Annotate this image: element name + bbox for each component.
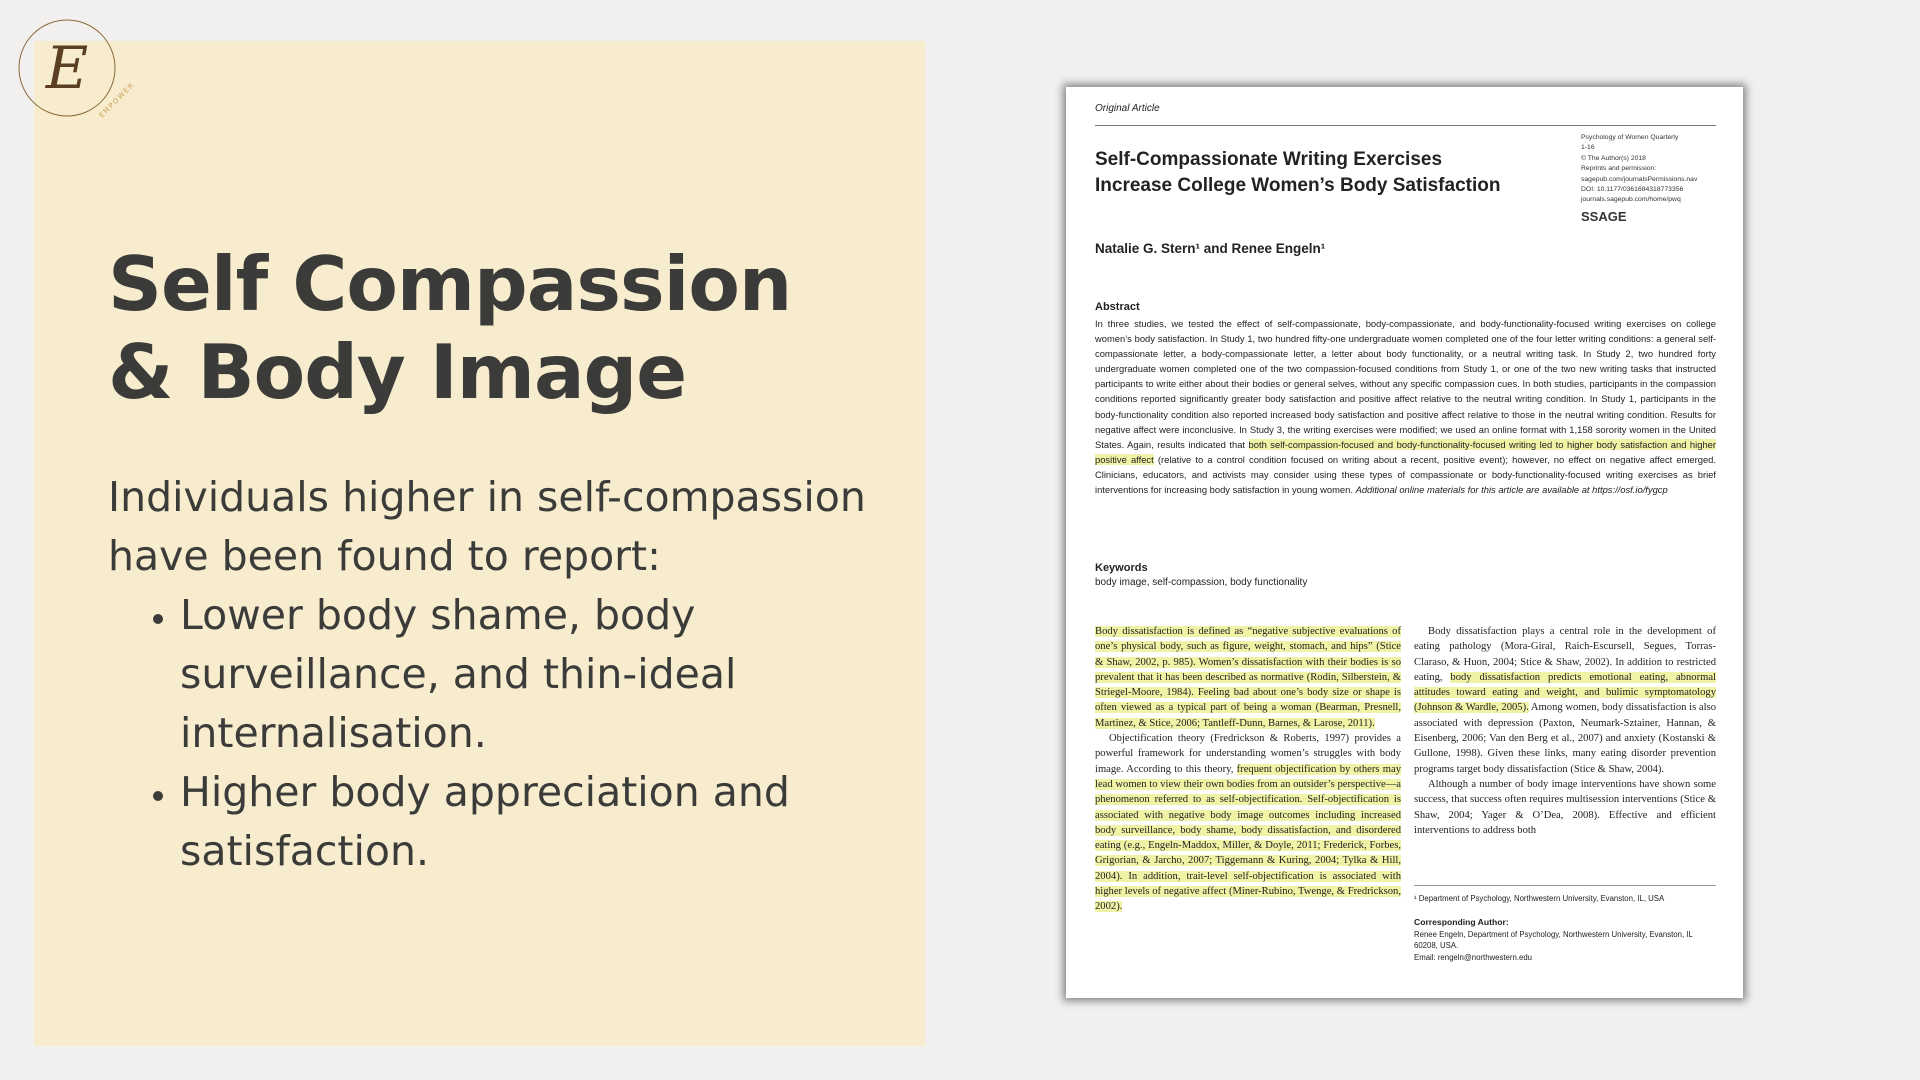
footnote-rule	[1414, 885, 1716, 886]
corresponding-author	[1414, 917, 1716, 963]
logo-letter: E	[45, 34, 89, 102]
body-column-left	[1095, 624, 1401, 915]
body-column-right	[1414, 624, 1716, 838]
slide-title-line2: & Body Image	[108, 328, 687, 416]
paragraph	[1414, 624, 1716, 777]
abstract-highlight: both self-compassion-focused and body-functionality-focused writing led to higher body satisfaction and higher positive affect	[1095, 438, 1716, 465]
keywords: body image, self-compassion, body functionality	[1095, 577, 1308, 588]
journal-line: Reprints and permission:	[1581, 165, 1657, 173]
footnote-affiliation: ¹ Department of Psychology, Northwestern University, Evanston, IL, USA	[1414, 894, 1665, 903]
journal-info	[1581, 133, 1721, 206]
journal-line: Psychology of Women Quarterly	[1581, 134, 1679, 141]
logo-text: EMPOWER	[97, 80, 137, 120]
empower-logo	[17, 18, 137, 122]
abstract-part: (relative to a control condition focused on writing about a recent, positive event); however, no effect on negative affect emerged. Clinicians, educators, and activists may consider using these types of compassionate or body-functionality-focused writing exercises as brief interventions for increasing body satisfaction in young women.	[1095, 453, 1716, 496]
header-rule	[1095, 125, 1716, 126]
abstract-note: Additional online materials for this article are available at https://osf.io/fygcp	[1355, 484, 1668, 496]
journal-line: journals.sagepub.com/home/pwq	[1581, 196, 1681, 204]
slide-title	[108, 240, 868, 416]
journal-line: DOI: 10.1177/0361684318773356	[1581, 186, 1684, 194]
journal-line: © The Author(s) 2018	[1581, 154, 1646, 162]
abstract-part: In three studies, we tested the effect of self-compassionate, body-compassionate, and body-functionality-focused writing exercises on college women’s body satisfaction. In Study 1, two hundred fifty-one undergraduate women completed one of the four letter writing conditions: a general self-compassionate letter, a body-compassionate letter, a letter about body functionality, or a neutral writing task. In Study 2, two hundred forty undergraduate women completed one of the two compassion-focused conditions from Study 1, or one of the two new writing tasks that instructed participants to write either about their bodies or general selves, without any specific compassion cues. In both studies, participants in the compassion conditions reported significantly greater body satisfaction and positive affect relative to the neutral writing condition. In Study 1, participants in the body-functionality condition also reported increased body satisfaction and positive affect relative to those in the neutral writing condition. Results for negative affect were inconclusive. In Study 3, the writing exercises were modified; we used an online format with 1,158 sorority women in the United States. Again, results indicated that	[1095, 318, 1716, 450]
keywords-heading: Keywords	[1095, 562, 1148, 574]
paper-title-line2: Increase College Women’s Body Satisfaction	[1095, 175, 1501, 196]
paper-authors: Natalie G. Stern¹ and Renee Engeln¹	[1095, 241, 1326, 256]
bullet-item: • Lower body shame, body surveillance, and thin-ideal internalisation.	[180, 586, 868, 763]
article-type: Original Article	[1095, 103, 1160, 114]
corr-email: Email: rengeln@northwestern.edu	[1414, 952, 1533, 962]
bullet-item: • Higher body appreciation and satisfaction.	[180, 763, 868, 881]
paper-title-line1: Self-Compassionate Writing Exercises	[1095, 149, 1443, 170]
abstract-text	[1095, 316, 1716, 497]
highlight: frequent objectification by others may lead women to view their own bodies from an outsider’s perspective—a phenomenon referred to as self-objectification. Self-objectification is associated with negative body image outcomes including increased body surveillance, body shame, body dissatisfaction, and disordered eating (e.g., Engeln-Maddox, Miller, & Doyle, 2011; Frederick, Forbes, Grigorian, & Jarcho, 2007; Tiggemann & Kuring, 2004; Tylka & Hill, 2004). In addition, trait-level self-objectification is associated with higher levels of negative affect (Miner-Rubino, Twenge, & Fredrickson, 2002).	[1095, 763, 1401, 913]
highlight: body dissatisfaction predicts emotional eating, abnormal attitudes toward eating and weight, and bulimic symptomatology (Johnson & Wardle, 2005).	[1414, 671, 1716, 714]
slide-intro: Individuals higher in self-compassion have been found to report:	[108, 473, 866, 580]
corr-text: Renee Engeln, Department of Psychology, Northwestern University, Evanston, IL 60208, USA.	[1414, 929, 1693, 950]
abstract-heading: Abstract	[1095, 301, 1140, 313]
corr-heading: Corresponding Author:	[1414, 917, 1509, 927]
slide-body	[108, 468, 868, 881]
paper-image	[1066, 87, 1743, 998]
paragraph-part: Body dissatisfaction plays a central role in the development of eating pathology (Mora-Giral, Raich-Escursell, Segues, Torras-Claraso, & Huon, 2004; Stice & Shaw, 2002). In addition to restricted eating,	[1414, 626, 1716, 683]
paragraph	[1095, 624, 1401, 731]
journal-line: 1-16	[1581, 144, 1595, 152]
paragraph: Although a number of body image interventions have shown some success, that success often requires multisession interventions (Stice & Shaw, 2004; Yager & O’Dea, 2008). Effective and efficient interventions to address both	[1414, 778, 1716, 836]
slide-title-line1: Self Compassion	[108, 240, 792, 328]
journal-line: sagepub.com/journalsPermissions.nav	[1581, 175, 1698, 183]
paper-title	[1095, 147, 1575, 199]
paragraph-part: Among women, body dissatisfaction is also associated with depression (Paxton, Neumark-Sztainer, Hannan, & Eisenberg, 2006; Van den Berg et al., 2007) and anxiety (Kostanski & Gullone, 1998). Given these links, many eating disorder prevention programs target body dissatisfaction (Stice & Shaw, 2004).	[1414, 702, 1716, 775]
paragraph-part: Objectification theory (Fredrickson & Roberts, 1997) provides a powerful framework for understanding women’s struggles with body image. According to this theory,	[1095, 733, 1401, 775]
bullet-list	[108, 586, 868, 881]
paragraph	[1095, 731, 1401, 915]
publisher-logo: SSAGE	[1581, 209, 1627, 224]
highlight: Body dissatisfaction is defined as “negative subjective evaluations of one’s physical body, such as figure, weight, stomach, and hips” (Stice & Shaw, 2002, p. 985). Women’s dissatisfaction with their bodies is so prevalent that it has been described as normative (Rodin, Silberstein, & Striegel-Moore, 1984). Feeling bad about one’s body size or shape is often viewed as a typical part of being a woman (Bearman, Presnell, Martinez, & Stice, 2006; Tantleff-Dunn, Barnes, & Larose, 2011).	[1095, 626, 1401, 729]
